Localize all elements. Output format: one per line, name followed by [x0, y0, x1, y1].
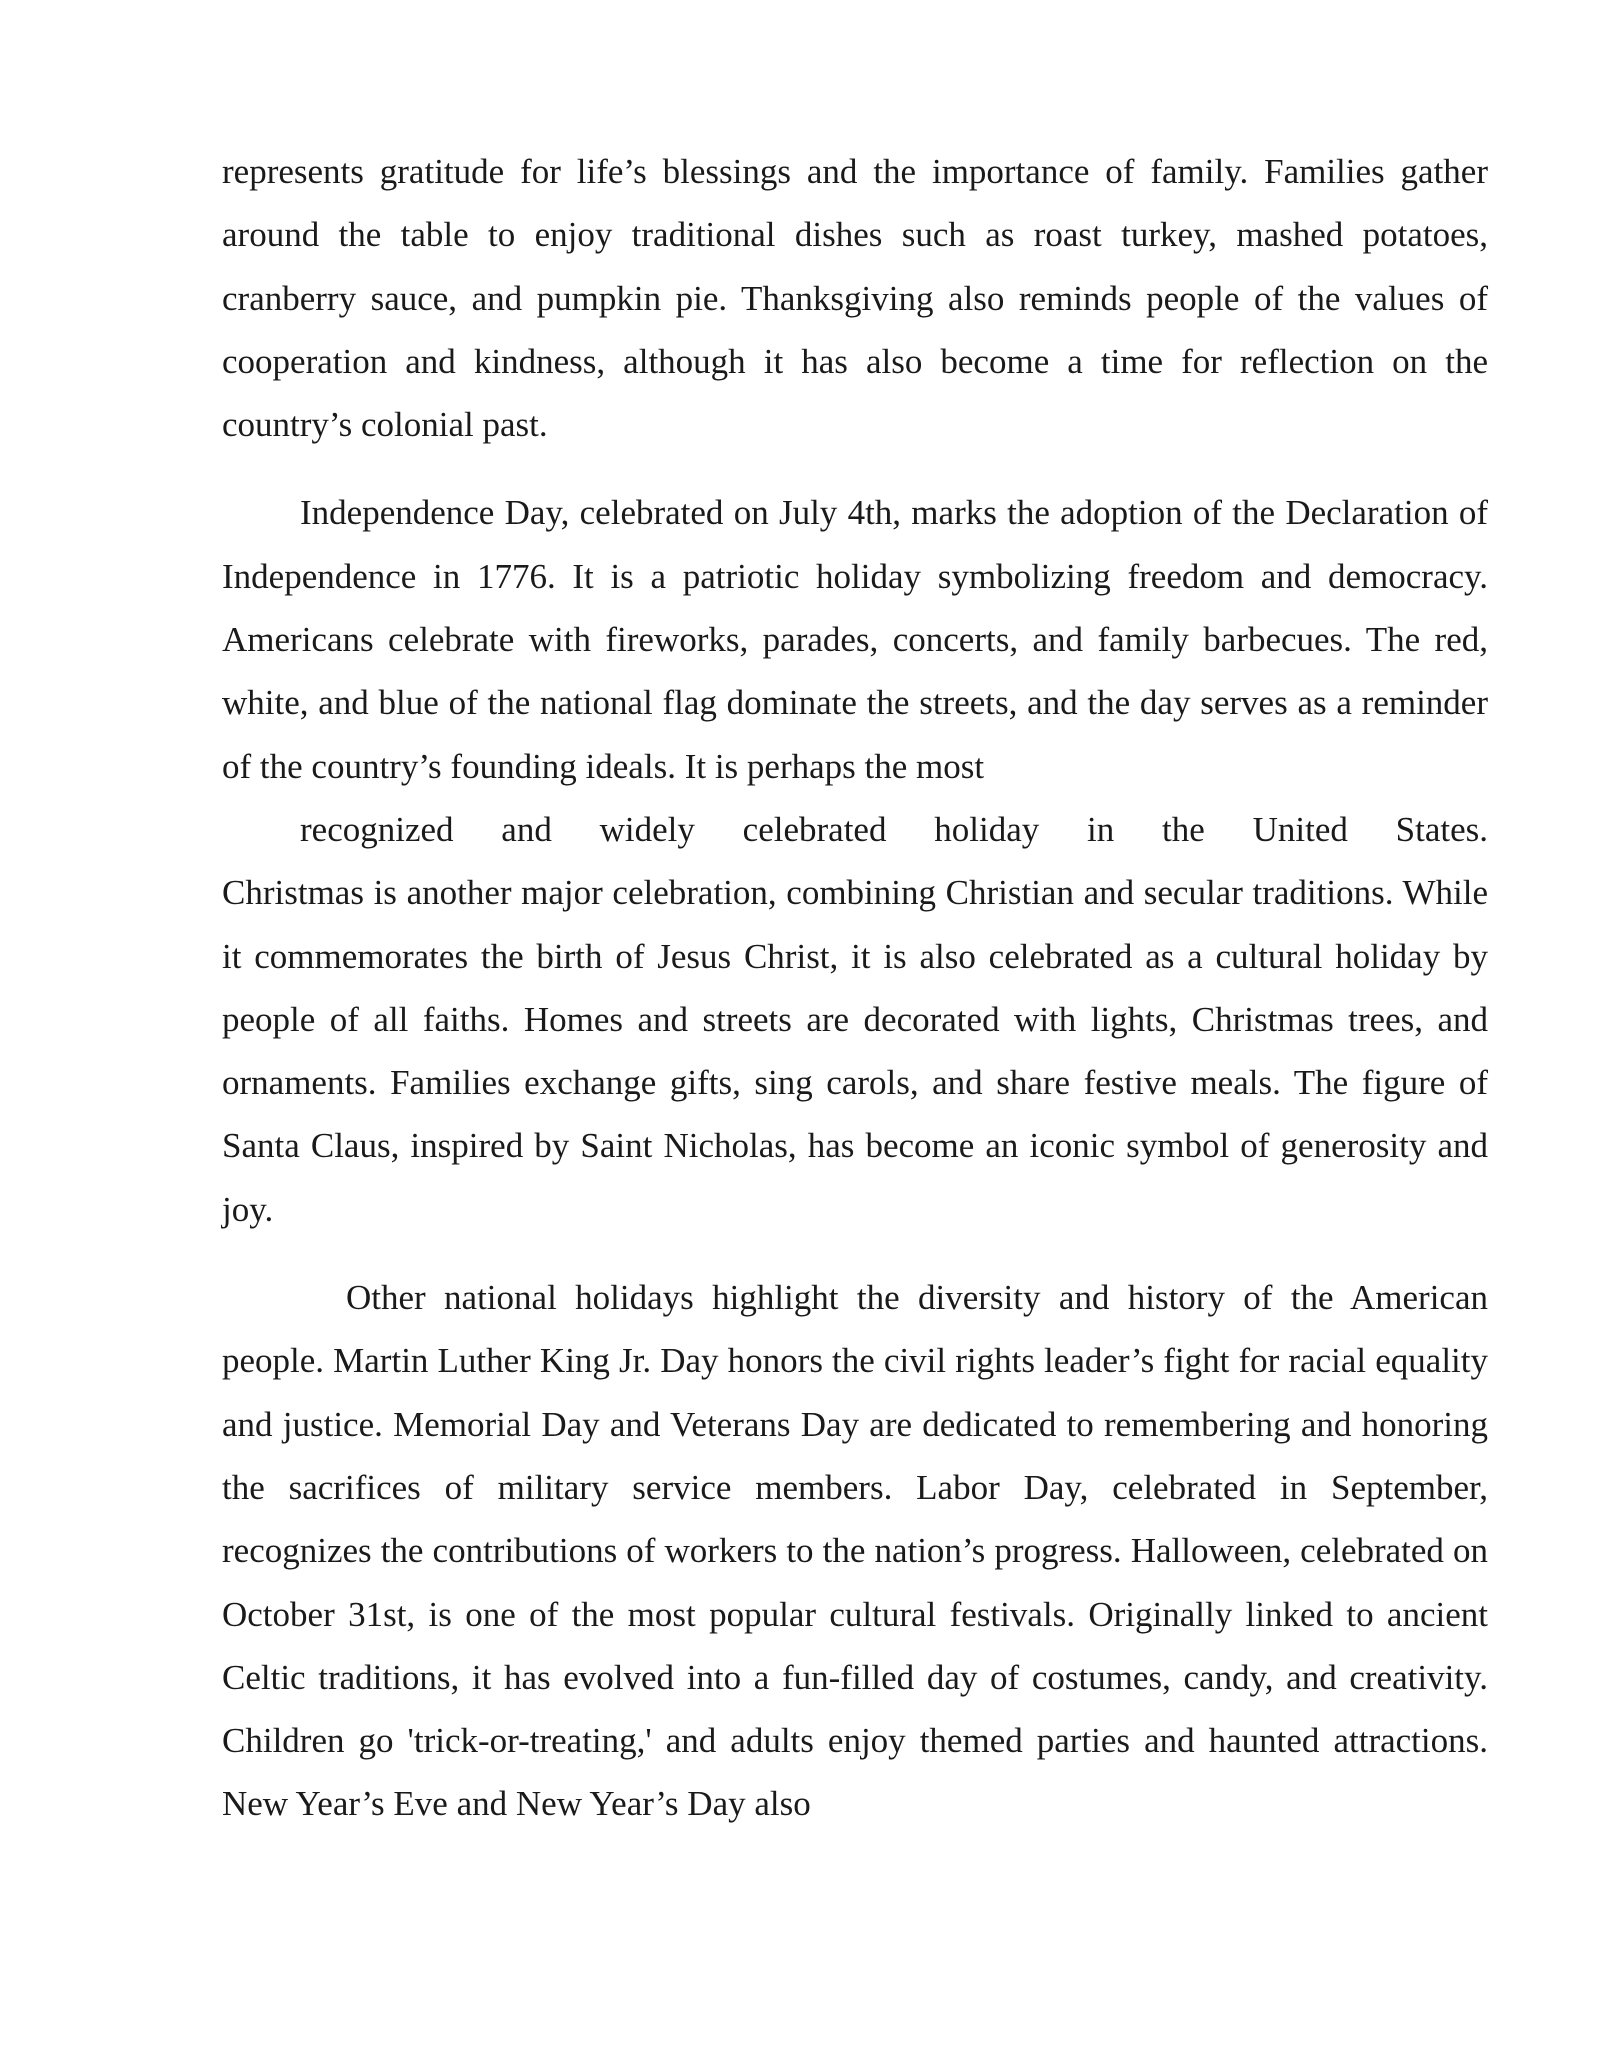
- paragraph-independence-christmas: [222, 481, 1488, 1241]
- body-text: [222, 140, 1488, 1836]
- paragraph-text: Independence Day, celebrated on July 4th, marks the adoption of the Declaration of Independence in 1776. It is a patriotic holiday symbolizing freedom and democracy. Americans celebrate with fireworks, parades, concerts, and family barbecues. The red, white, and blue of the national flag dominate the streets, and the day serves as a reminder of the country’s founding ideals. It is perhaps the most: [222, 493, 1488, 786]
- justified-line: recognized and widely celebrated holiday in the United States.: [300, 809, 1488, 849]
- paragraph-other-holidays: [222, 1266, 1488, 1836]
- paragraph-thanksgiving: [222, 140, 1488, 456]
- paragraph-text: Other national holidays highlight the diversity and history of the American people. Martin Luther King Jr. Day honors the civil rights leader’s fight for racial equality and justice. Memorial Day and Veterans Day are dedicated to remembering and honoring the sacrifices of military service members. Labor Day, celebrated in September, recognizes the contributions of workers to the nation’s progress. Halloween, celebrated on October 31st, is one of the most popular cultural festivals. Originally linked to ancient Celtic traditions, it has evolved into a fun-filled day of costumes, candy, and creativity. Children go 'trick-or-treating,' and adults enjoy themed parties and haunted attractions. New Year’s Eve and New Year’s Day also: [222, 1278, 1488, 1824]
- paragraph-text: represents gratitude for life’s blessings and the importance of family. Families gather around the table to enjoy traditional dishes such as roast turkey, mashed potatoes, cranberry sauce, and pumpkin pie. Thanksgiving also reminds people of the values of cooperation and kindness, although it has also become a time for reflection on the country’s colonial past.: [222, 152, 1488, 445]
- paragraph-text: Christmas is another major celebration, combining Christian and secular traditions. While it commemorates the birth of Jesus Christ, it is also celebrated as a cultural holiday by people of all faiths. Homes and streets are decorated with lights, Christmas trees, and ornaments. Families exchange gifts, sing carols, and share festive meals. The figure of Santa Claus, inspired by Saint Nicholas, has become an iconic symbol of generosity and joy.: [222, 873, 1488, 1229]
